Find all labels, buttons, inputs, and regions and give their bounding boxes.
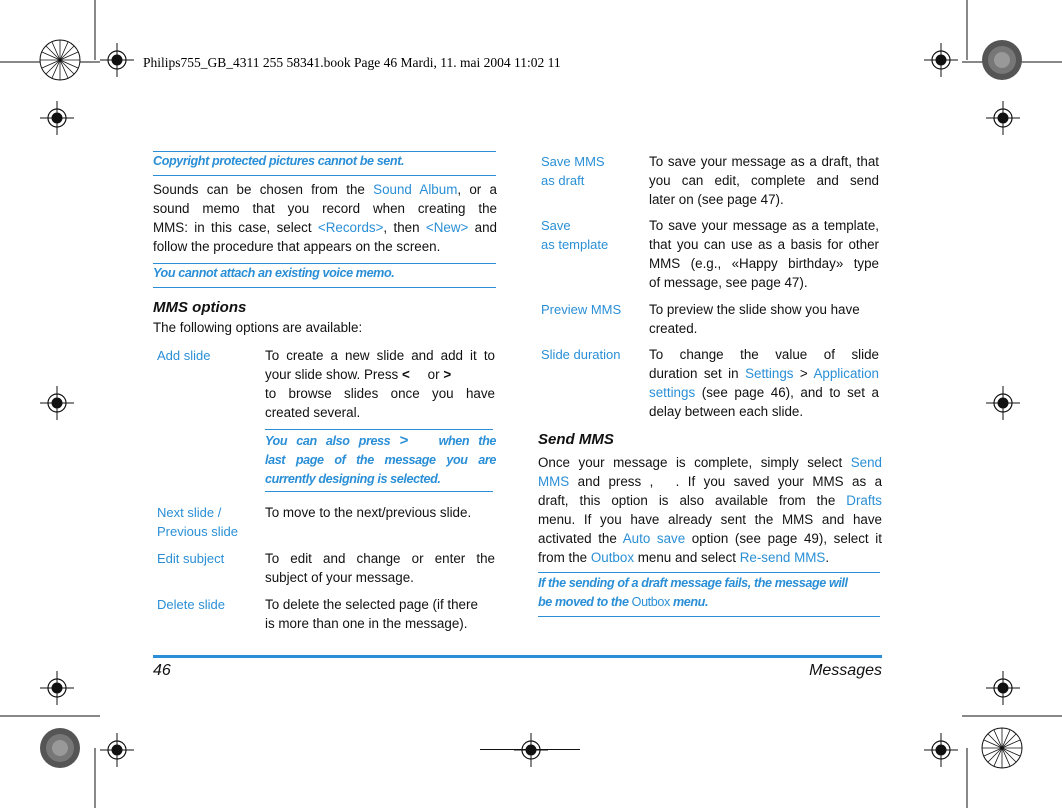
starburst-mark-icon: [38, 38, 82, 82]
gray-patch-icon: [980, 38, 1024, 82]
registration-target-icon: [924, 43, 958, 77]
option-desc-save-template: [649, 216, 879, 292]
text: . If you saved your MMS as a: [675, 474, 883, 489]
new-link: <New>: [425, 220, 469, 235]
text: as draft: [541, 173, 585, 188]
outbox-link: Outbox: [590, 550, 635, 565]
registration-target-icon: [986, 386, 1020, 420]
text: of message, see page 47).: [649, 275, 808, 290]
option-desc-edit-subject: [265, 549, 495, 587]
option-label-preview: Preview MMS: [541, 302, 622, 317]
text: when the: [429, 434, 496, 448]
text: from the: [538, 550, 591, 565]
mms-options-intro: The following options are available:: [153, 320, 363, 335]
crop-line: [480, 749, 580, 750]
text: To delete the selected page (if there: [265, 597, 478, 612]
send-mms-paragraph: [538, 453, 882, 567]
registration-target-icon: [986, 671, 1020, 705]
text: MMS: in this case, select: [153, 220, 318, 235]
text: .: [825, 550, 830, 565]
text: follow the procedure that appears on the screen.: [153, 239, 441, 254]
registration-target-icon: [986, 101, 1020, 135]
option-label-save-draft: [541, 152, 605, 190]
text: created.: [649, 321, 698, 336]
option-desc-next-slide: To move to the next/previous slide.: [265, 505, 472, 520]
note-add-slide: [265, 431, 496, 489]
option-label-save-template: [541, 216, 608, 254]
ok-key-icon: ,: [649, 474, 654, 489]
auto-save-link: Auto save: [622, 531, 686, 546]
note-rule: [265, 429, 493, 430]
text: To edit and change or enter the: [265, 551, 495, 566]
text: option (see page 49), select it: [685, 531, 882, 546]
text: menu and select: [634, 550, 740, 565]
text: Sounds can be chosen from the: [153, 182, 374, 197]
note-draft-fails: [538, 574, 882, 612]
option-desc-delete-slide: [265, 595, 497, 633]
registration-target-icon: [924, 733, 958, 767]
note-rule: [153, 287, 496, 288]
mms-options-title: MMS options: [153, 299, 247, 316]
send-mms-link: Send: [850, 455, 882, 470]
registration-target-icon: [514, 733, 548, 767]
text: draft, this option is also available from the: [538, 493, 847, 508]
text: Next slide /: [157, 505, 222, 520]
text: Save: [541, 218, 571, 233]
text: menu. If you have already sent the MMS and have: [538, 512, 882, 527]
text: MMS (e.g., «Happy birthday» type: [649, 256, 879, 271]
note-rule: [153, 175, 496, 176]
footer-rule: [153, 655, 882, 658]
nav-left-key-icon: <: [401, 367, 410, 382]
text: Save MMS: [541, 154, 605, 169]
text: To change the value of slide: [649, 347, 879, 362]
text: and press: [569, 474, 650, 489]
option-label-add-slide: Add slide: [157, 348, 211, 363]
option-desc-slide-duration: [649, 345, 879, 421]
note-rule: [538, 616, 880, 617]
sounds-paragraph: [153, 180, 497, 256]
resend-mms-link: Re-send MMS: [739, 550, 826, 565]
text: you can edit, complete and send: [649, 173, 879, 188]
text: sound memo that you record when creating the: [153, 201, 497, 216]
gray-patch-icon: [38, 726, 82, 770]
text: last page of the message you are: [265, 453, 496, 467]
text: subject of your message.: [265, 570, 414, 585]
text: is more than one in the message).: [265, 616, 468, 631]
registration-target-icon: [100, 733, 134, 767]
option-label-delete-slide: Delete slide: [157, 597, 225, 612]
text: Previous slide: [157, 524, 238, 539]
text: to browse slides once you have: [265, 386, 495, 401]
text: (see page 46), and to set a: [695, 385, 879, 400]
text: or: [423, 367, 444, 382]
send-mms-link: MMS: [538, 474, 570, 489]
registration-target-icon: [40, 671, 74, 705]
text: If the sending of a draft message fails, the message will: [538, 576, 848, 590]
option-label-edit-subject: Edit subject: [157, 551, 225, 566]
text: menu.: [669, 595, 709, 609]
settings-link: settings: [649, 385, 696, 400]
page-number: 46: [153, 662, 171, 679]
registration-target-icon: [40, 386, 74, 420]
text: your slide show. Press: [265, 367, 402, 382]
print-file-info: Philips755_GB_4311 255 58341.book Page 46 Mardi, 11. mai 2004 11:02 11: [143, 55, 561, 70]
option-desc-save-draft: [649, 152, 879, 209]
text: created several.: [265, 405, 361, 420]
text: and: [468, 220, 498, 235]
registration-target-icon: [100, 43, 134, 77]
text: , then: [383, 220, 426, 235]
option-desc-preview: [649, 300, 881, 338]
text: as template: [541, 237, 609, 252]
text: activated the: [538, 531, 623, 546]
note-copyright: Copyright protected pictures cannot be sent.: [153, 154, 405, 168]
text: Once your message is complete, simply select: [538, 455, 851, 470]
nav-right-key-icon: >: [399, 432, 408, 449]
registration-target-icon: [40, 101, 74, 135]
text: To save your message as a template,: [649, 218, 879, 233]
outbox-link: Outbox: [631, 595, 670, 609]
drafts-link: Drafts: [846, 493, 882, 508]
application-link: Application: [813, 366, 879, 381]
note-rule: [538, 572, 880, 573]
text: delay between each slide.: [649, 404, 804, 419]
text: , or a: [457, 182, 497, 197]
starburst-mark-icon: [980, 726, 1024, 770]
text: To preview the slide show you have: [649, 302, 860, 317]
text: You can also press: [265, 434, 400, 448]
text: To save your message as a draft, that: [649, 154, 879, 169]
note-voice-memo: You cannot attach an existing voice memo.: [153, 266, 395, 280]
text: currently designing is selected.: [265, 472, 441, 486]
section-title: Messages: [809, 662, 882, 679]
text: be moved to the: [538, 595, 632, 609]
records-link: <Records>: [317, 220, 384, 235]
text: duration set in: [649, 366, 746, 381]
sound-album-link: Sound Album: [373, 182, 458, 197]
text: >: [793, 366, 814, 381]
settings-link: Settings: [745, 366, 794, 381]
text: that you can use as a basis for other: [649, 237, 879, 252]
option-desc-add-slide: [265, 346, 495, 422]
nav-right-key-icon: >: [443, 367, 452, 382]
text: later on (see page 47).: [649, 192, 784, 207]
option-label-slide-duration: Slide duration: [541, 347, 621, 362]
note-rule: [265, 491, 493, 492]
option-label-next-slide: [157, 503, 238, 541]
text: To create a new slide and add it to: [265, 348, 495, 363]
send-mms-title: Send MMS: [538, 431, 614, 448]
